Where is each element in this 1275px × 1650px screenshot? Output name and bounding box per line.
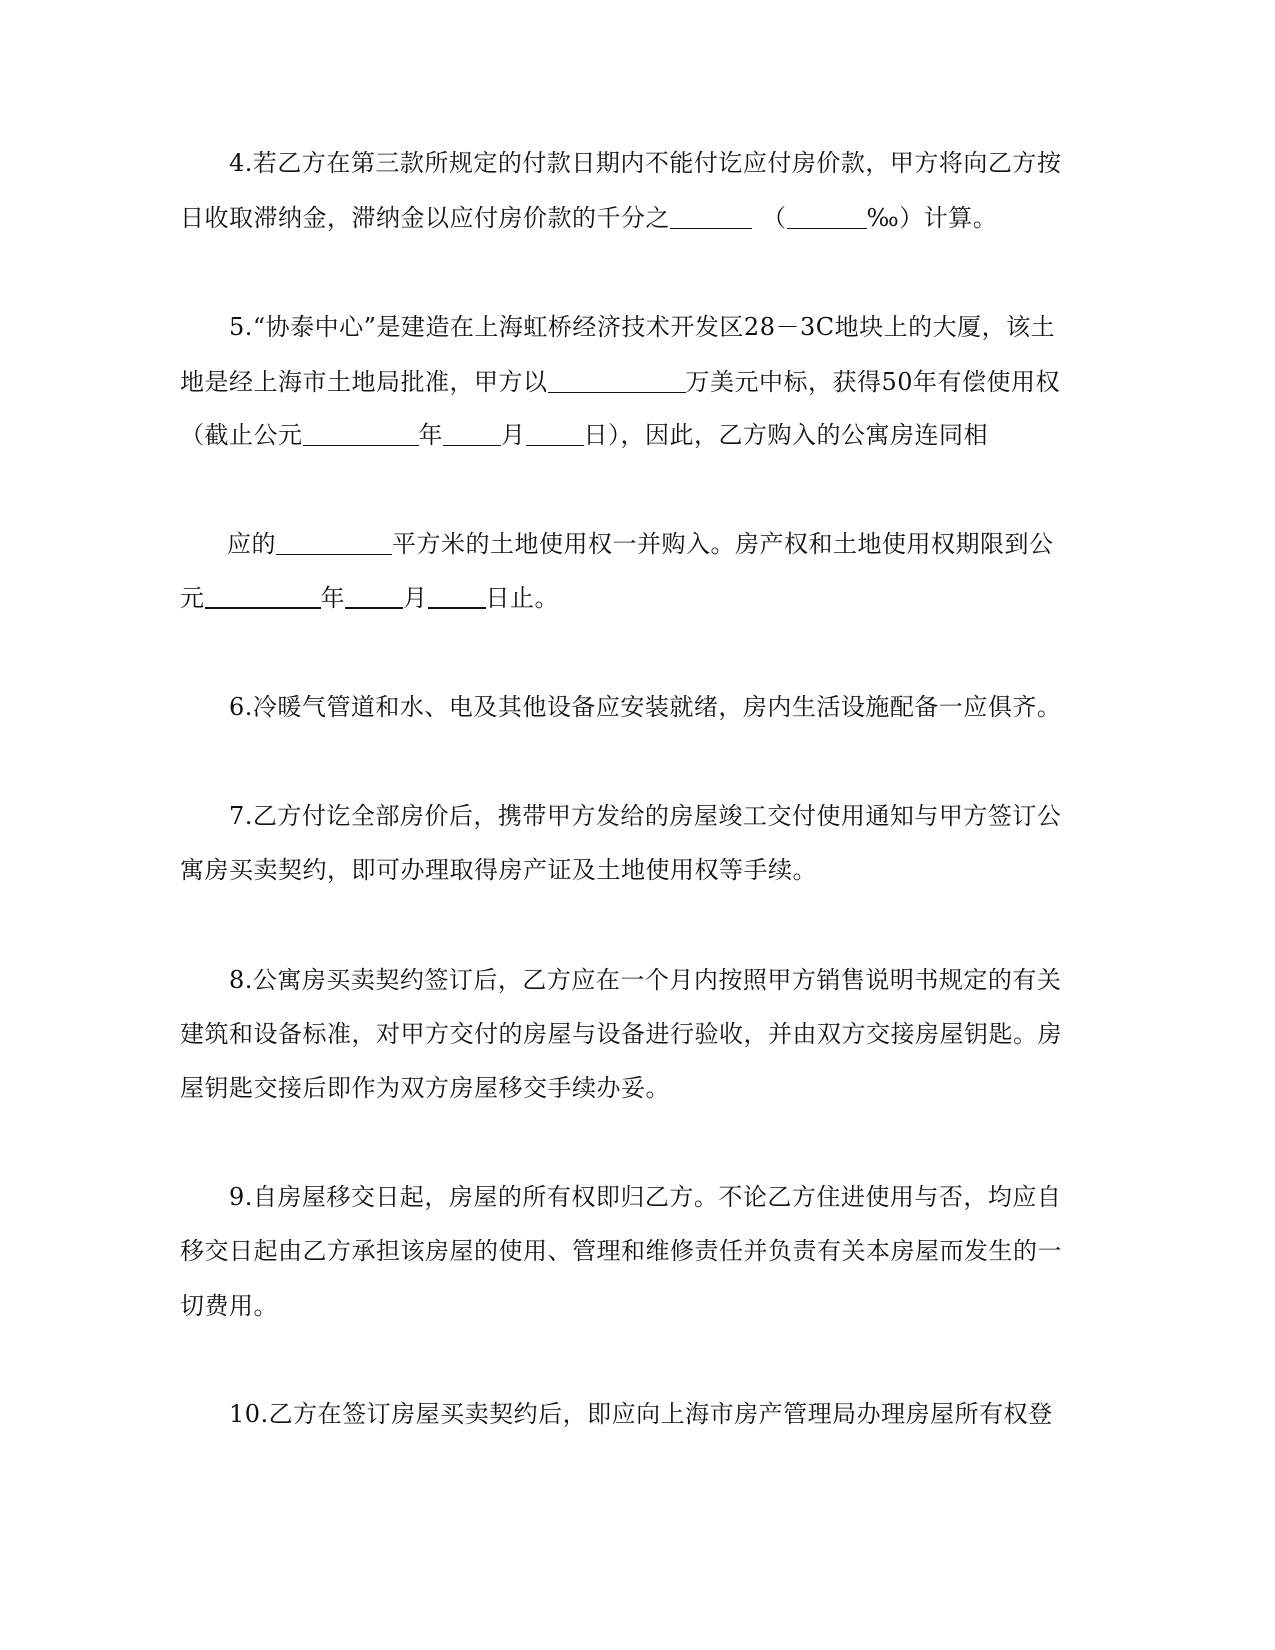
clause-6-line-1: 6.冷暖气管道和水、电及其他设备应安装就绪，房内生活设施配备一应俱齐。 bbox=[229, 693, 1062, 721]
clause-8-line-2: 建筑和设备标准，对甲方交付的房屋与设备进行验收，并由双方交接房屋钥匙。房 bbox=[180, 1020, 1062, 1048]
clause-5-line-4 bbox=[227, 524, 1054, 559]
clause-5-text: 年 bbox=[320, 584, 345, 612]
clause-5-line-3 bbox=[180, 415, 988, 450]
clause-5-line-2 bbox=[180, 362, 1060, 397]
clause-4-end: ‰）计算。 bbox=[866, 204, 998, 232]
clause-5-text: 地是经上海市土地局批准，甲方以 bbox=[180, 368, 548, 396]
clause-5-text: 万美元中标，获得50年有偿使用权 bbox=[685, 368, 1061, 396]
fill-blank bbox=[787, 206, 867, 229]
clause-5-text: 平方米的土地使用权一并购入。房产权和土地使用权期限到公 bbox=[392, 530, 1054, 558]
clause-5-text: 元 bbox=[180, 584, 205, 612]
clause-10-line-1: 10.乙方在签订房屋买卖契约后，即应向上海市房产管理局办理房屋所有权登 bbox=[229, 1400, 1053, 1428]
clause-8-line-1: 8.公寓房买卖契约签订后，乙方应在一个月内按照甲方销售说明书规定的有关 bbox=[229, 966, 1062, 994]
fill-blank bbox=[205, 585, 321, 609]
clause-5-text: 月 bbox=[501, 421, 526, 449]
clause-9-line-2: 移交日起由乙方承担该房屋的使用、管理和维修责任并负责有关本房屋而发生的一 bbox=[180, 1237, 1062, 1265]
clause-7-line-1: 7.乙方付讫全部房价后，携带甲方发给的房屋竣工交付使用通知与甲方签订公 bbox=[229, 802, 1062, 830]
fill-blank bbox=[303, 423, 419, 446]
clause-5-line-1: 5.“协泰中心”是建造在上海虹桥经济技术开发区28－3C地块上的大厦，该土 bbox=[229, 313, 1056, 341]
fill-blank bbox=[345, 585, 403, 609]
fill-blank bbox=[670, 206, 752, 229]
clause-9-line-3: 切费用。 bbox=[180, 1292, 278, 1320]
clause-5-text: 应的 bbox=[227, 530, 276, 558]
clause-5-text: 日），因此，乙方购入的公寓房连同相 bbox=[583, 421, 988, 449]
clause-5-text: 日止。 bbox=[485, 584, 559, 612]
fill-blank bbox=[548, 370, 686, 393]
clause-5-text: （截止公元 bbox=[180, 421, 303, 449]
clause-8-line-3: 屋钥匙交接后即作为双方房屋移交手续办妥。 bbox=[180, 1074, 670, 1102]
clause-4-text: 日收取滞纳金，滞纳金以应付房价款的千分之 bbox=[180, 204, 670, 232]
fill-blank bbox=[276, 532, 392, 555]
fill-blank bbox=[428, 585, 486, 609]
clause-5-line-5 bbox=[180, 578, 559, 613]
clause-4-line-1: 4.若乙方在第三款所规定的付款日期内不能付讫应付房价款，甲方将向乙方按 bbox=[229, 149, 1062, 177]
fill-blank bbox=[526, 423, 584, 446]
clause-5-text: 月 bbox=[403, 584, 428, 612]
clause-5-text: 年 bbox=[418, 421, 443, 449]
clause-4-paren: （ bbox=[762, 204, 787, 232]
clause-9-line-1: 9.自房屋移交日起，房屋的所有权即归乙方。不论乙方住进使用与否，均应自 bbox=[229, 1183, 1062, 1211]
clause-4-line-2 bbox=[180, 198, 997, 233]
clause-7-line-2: 寓房买卖契约，即可办理取得房产证及土地使用权等手续。 bbox=[180, 856, 817, 884]
fill-blank bbox=[443, 423, 501, 446]
